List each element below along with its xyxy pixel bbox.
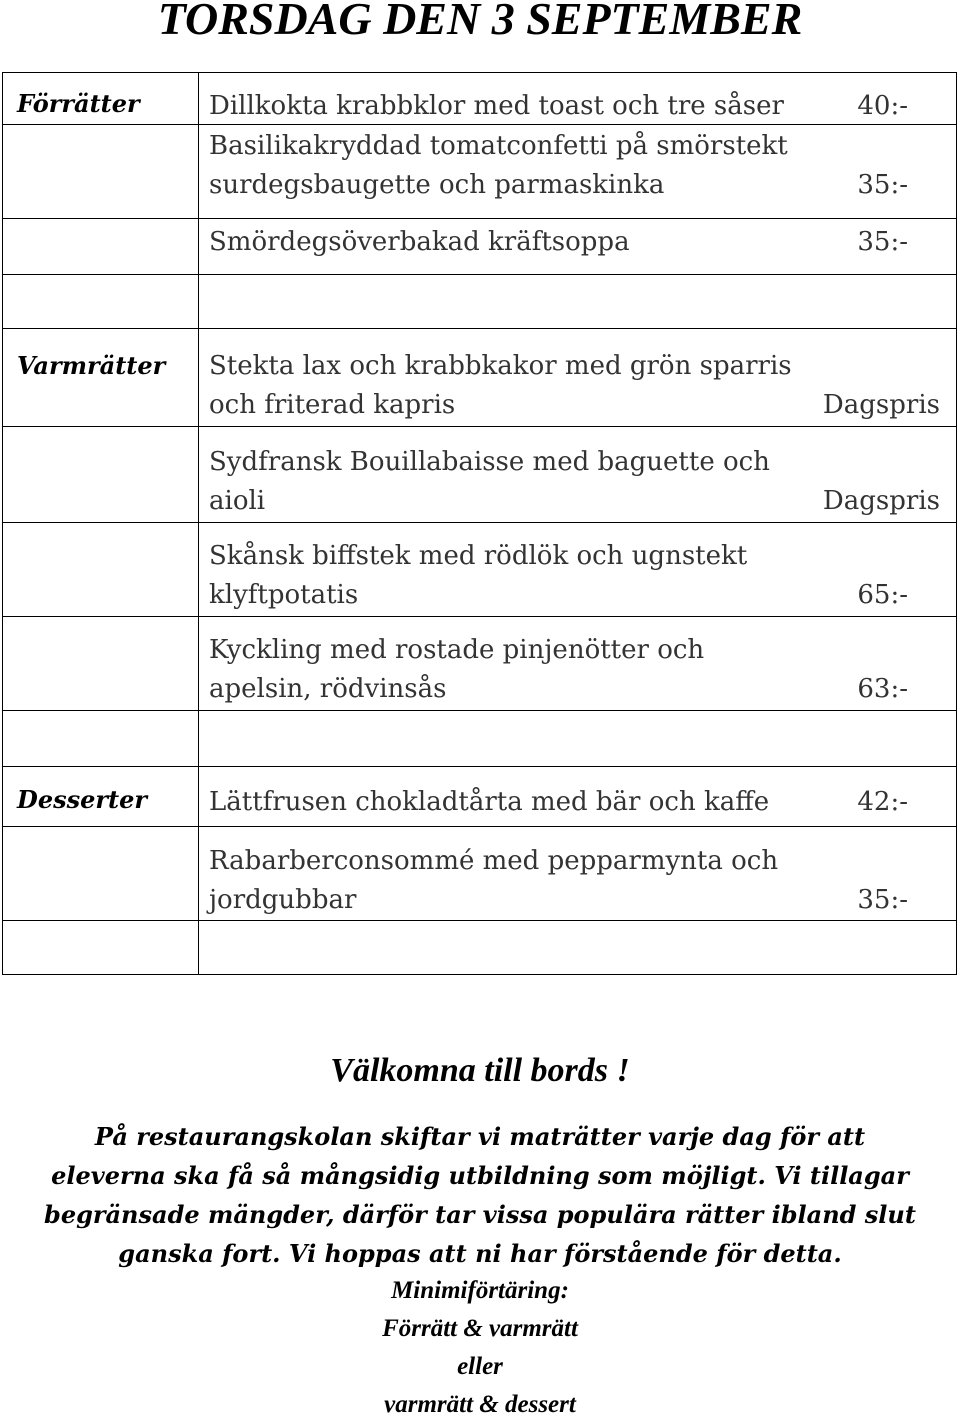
menu-item bbox=[199, 329, 957, 427]
dish-price: 63:- bbox=[857, 674, 908, 704]
dish-price: 40:- bbox=[857, 91, 908, 121]
dish-price: 35:- bbox=[857, 227, 908, 257]
menu-item bbox=[199, 523, 957, 617]
category-cell bbox=[3, 767, 199, 827]
dish-name: Kyckling med rostade pinjenötter och bbox=[209, 635, 705, 665]
dish-price: Dagspris bbox=[822, 390, 940, 420]
minimum-order-heading: Minimiförtäring: bbox=[391, 1277, 569, 1304]
dish-name: Lättfrusen chokladtårta med bär och kaffe bbox=[209, 787, 770, 817]
category-label: Desserter bbox=[17, 785, 148, 814]
info-line: På restaurangskolan skiftar vi maträtter varje dag för att bbox=[94, 1122, 866, 1151]
dish-price: 42:- bbox=[857, 787, 908, 817]
dish-name-line2: aioli bbox=[209, 486, 266, 516]
dish-name: Skånsk biffstek med rödlök och ugnstekt bbox=[209, 541, 748, 571]
info-line: ganska fort. Vi hoppas att ni har förstående för detta. bbox=[118, 1239, 842, 1268]
dish-name: Sydfransk Bouillabaisse med baguette och bbox=[209, 447, 770, 477]
info-line: begränsade mängder, därför tar vissa populära rätter ibland slut bbox=[44, 1200, 916, 1229]
minimum-order-option: Förrätt & varmrätt bbox=[382, 1315, 578, 1342]
category-label: Förrätter bbox=[17, 89, 140, 118]
dish-name: Basilikakryddad tomatconfetti på smörstekt bbox=[209, 131, 788, 161]
category-cell bbox=[3, 329, 199, 427]
dish-name-line2: och friterad kapris bbox=[209, 390, 456, 420]
menu-item bbox=[199, 827, 957, 921]
dish-name-line2: surdegsbaugette och parmaskinka bbox=[209, 170, 665, 200]
menu-item bbox=[199, 219, 957, 275]
menu-item bbox=[199, 427, 957, 523]
info-line: eleverna ska få så mångsidig utbildning som möjligt. Vi tillagar bbox=[51, 1161, 909, 1190]
dish-name: Dillkokta krabbklor med toast och tre såser bbox=[209, 91, 784, 121]
menu-item bbox=[199, 125, 957, 219]
dish-price: 35:- bbox=[857, 885, 908, 915]
empty-row bbox=[199, 711, 957, 767]
menu-item bbox=[199, 73, 957, 125]
menu-item bbox=[199, 617, 957, 711]
empty-row bbox=[199, 921, 957, 975]
dish-name: Rabarberconsommé med pepparmynta och bbox=[209, 846, 779, 876]
minimum-order-option: varmrätt & dessert bbox=[384, 1391, 576, 1418]
welcome-heading: Välkomna till bords ! bbox=[330, 1052, 630, 1089]
minimum-order-or: eller bbox=[457, 1353, 503, 1380]
empty-row bbox=[199, 275, 957, 329]
dish-name: Stekta lax och krabbkakor med grön sparris bbox=[209, 351, 792, 381]
menu-item bbox=[199, 767, 957, 827]
category-cell bbox=[3, 73, 199, 125]
dish-price: Dagspris bbox=[822, 486, 940, 516]
dish-price: 35:- bbox=[857, 170, 908, 200]
page-title: TORSDAG DEN 3 SEPTEMBER bbox=[157, 0, 803, 44]
category-label: Varmrätter bbox=[17, 351, 166, 380]
dish-name-line2: apelsin, rödvinsås bbox=[209, 674, 447, 704]
dish-name-line2: jordgubbar bbox=[209, 885, 357, 915]
dish-price: 65:- bbox=[857, 580, 908, 610]
dish-name-line2: klyftpotatis bbox=[209, 580, 359, 610]
menu-table bbox=[2, 72, 957, 975]
dish-name: Smördegsöverbakad kräftsoppa bbox=[209, 227, 630, 257]
